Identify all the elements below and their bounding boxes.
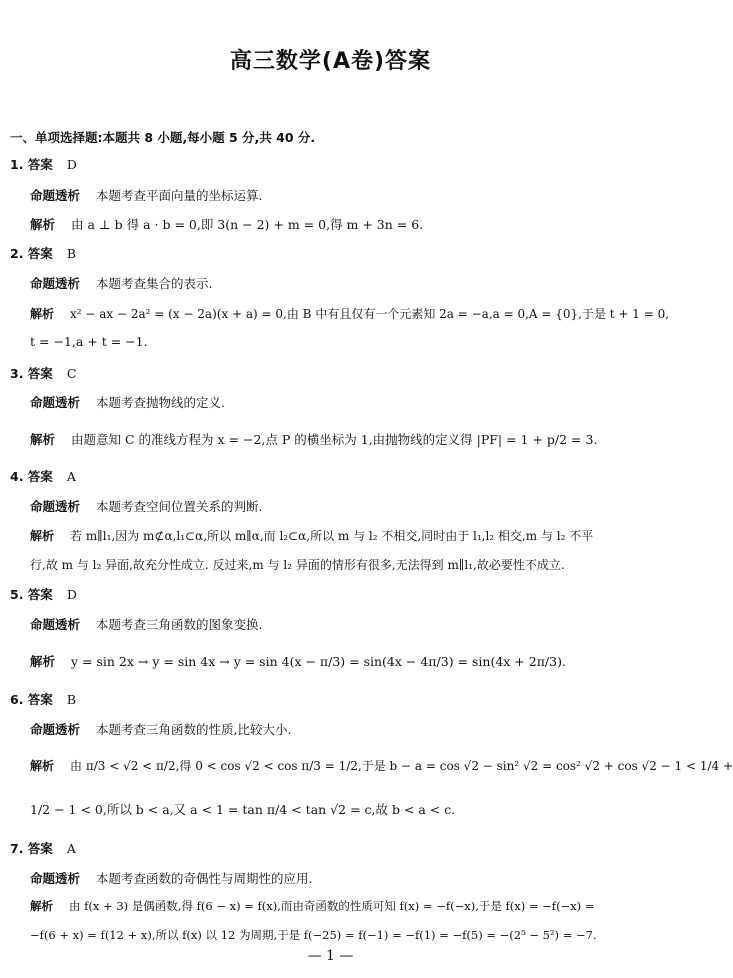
- q6-label: 6. 答案: [10, 692, 53, 707]
- q1-label: 1. 答案: [10, 157, 53, 172]
- q5-intent: [30, 615, 263, 633]
- q4-intent: [30, 497, 263, 515]
- q2-intent-text: 本题考查集合的表示.: [96, 276, 213, 291]
- q2-solution: [30, 305, 669, 322]
- q3-answer: C: [66, 366, 77, 381]
- page-number: — 1 —: [307, 948, 354, 964]
- q7-header: [10, 839, 76, 857]
- q7-solution-label: 解析: [30, 899, 53, 913]
- q2-solution-cont: t = −1,a + t = −1.: [30, 334, 148, 349]
- q1-intent-text: 本题考查平面向量的坐标运算.: [96, 188, 263, 203]
- q4-solution: [30, 527, 593, 544]
- q5-intent-text: 本题考查三角函数的图象变换.: [96, 617, 263, 632]
- q2-solution-label: 解析: [30, 307, 55, 321]
- q4-solution-text: 若 m∥l₁,因为 m⊄α,l₁⊂α,所以 m∥α,而 l₂⊂α,所以 m 与 l₂ 不相交,同时由于 l₁,l₂ 相交,m 与 l₂ 不平: [70, 529, 594, 543]
- q2-answer: B: [66, 246, 76, 261]
- q7-answer: A: [66, 841, 76, 856]
- q3-intent-text: 本题考查抛物线的定义.: [96, 395, 225, 410]
- q6-intent-text: 本题考查三角函数的性质,比较大小.: [96, 722, 292, 737]
- q3-intent-label: 命题透析: [30, 395, 81, 410]
- q7-label: 7. 答案: [10, 841, 53, 856]
- q7-solution-cont: −f(6 + x) = f(12 + x),所以 f(x) 以 12 为周期,于是 f(−25) = f(−1) = −f(1) = −f(5) = −(2⁵ − 5²) = −7.: [30, 928, 597, 942]
- q3-header: [10, 364, 76, 382]
- q6-intent: [30, 720, 291, 738]
- q1-solution-text: 由 a ⊥ b 得 a · b = 0,即 3(n − 2) + m = 0,得 m + 3n = 6.: [71, 217, 424, 232]
- q5-label: 5. 答案: [10, 587, 53, 602]
- q6-intent-label: 命题透析: [30, 722, 81, 737]
- q1-solution: [30, 215, 423, 233]
- q3-intent: [30, 393, 225, 411]
- q6-solution-cont: 1/2 − 1 < 0,所以 b < a,又 a < 1 = tan π/4 < tan √2 = c,故 b < a < c.: [30, 802, 456, 817]
- q6-solution-text: 由 π/3 < √2 < π/2,得 0 < cos √2 < cos π/3 = 1/2,于是 b − a = cos √2 − sin² √2 = cos² √2 + cos √2 − 1 < 1/4 +: [70, 759, 733, 773]
- q4-header: [10, 467, 76, 485]
- q2-intent-label: 命题透析: [30, 276, 81, 291]
- q3-solution-text: 由题意知 C 的准线方程为 x = −2,点 P 的横坐标为 1,由抛物线的定义得 |PF| = 1 + p/2 = 3.: [71, 432, 598, 447]
- q3-solution-label: 解析: [30, 432, 56, 447]
- q2-label: 2. 答案: [10, 246, 53, 261]
- q4-intent-label: 命题透析: [30, 499, 81, 514]
- q4-intent-text: 本题考查空间位置关系的判断.: [96, 499, 263, 514]
- section-heading: 一、单项选择题:本题共 8 小题,每小题 5 分,共 40 分.: [10, 130, 316, 145]
- q5-solution-label: 解析: [30, 654, 56, 669]
- q3-label: 3. 答案: [10, 366, 53, 381]
- q5-header: [10, 585, 77, 603]
- q4-solution-label: 解析: [30, 529, 55, 543]
- q6-solution-label: 解析: [30, 759, 55, 773]
- q7-intent-label: 命题透析: [30, 871, 81, 886]
- q6-solution: [30, 757, 733, 774]
- q7-intent-text: 本题考查函数的奇偶性与周期性的应用.: [96, 871, 313, 886]
- q1-header: [10, 155, 77, 173]
- q7-intent: [30, 869, 313, 887]
- q7-solution-text: 由 f(x + 3) 是偶函数,得 f(6 − x) = f(x),而由奇函数的性质可知 f(x) = −f(−x),于是 f(x) = −f(−x) =: [69, 899, 595, 913]
- q7-solution: [30, 898, 594, 914]
- q1-intent: [30, 186, 263, 204]
- q1-intent-label: 命题透析: [30, 188, 81, 203]
- q2-intent: [30, 274, 213, 292]
- q6-answer: B: [66, 692, 76, 707]
- q1-solution-label: 解析: [30, 217, 56, 232]
- q5-solution: [30, 652, 566, 670]
- q2-solution-text: x² − ax − 2a² = (x − 2a)(x + a) = 0,由 B 中有且仅有一个元素知 2a = −a,a = 0,A = {0},于是 t + 1 = 0,: [70, 307, 670, 321]
- q6-header: [10, 690, 76, 708]
- q5-intent-label: 命题透析: [30, 617, 81, 632]
- q3-solution: [30, 430, 597, 448]
- q4-answer: A: [66, 469, 76, 484]
- q2-header: [10, 244, 76, 262]
- page-title: 高三数学(A卷)答案: [229, 49, 432, 74]
- q4-label: 4. 答案: [10, 469, 53, 484]
- q5-solution-text: y = sin 2x → y = sin 4x → y = sin 4(x − π/3) = sin(4x − 4π/3) = sin(4x + 2π/3).: [71, 654, 566, 669]
- q1-answer: D: [66, 157, 77, 172]
- q5-answer: D: [66, 587, 77, 602]
- q4-solution-cont: 行,故 m 与 l₂ 异面,故充分性成立. 反过来,m 与 l₂ 异面的情形有很多,无法得到 m∥l₁,故必要性不成立.: [30, 558, 565, 572]
